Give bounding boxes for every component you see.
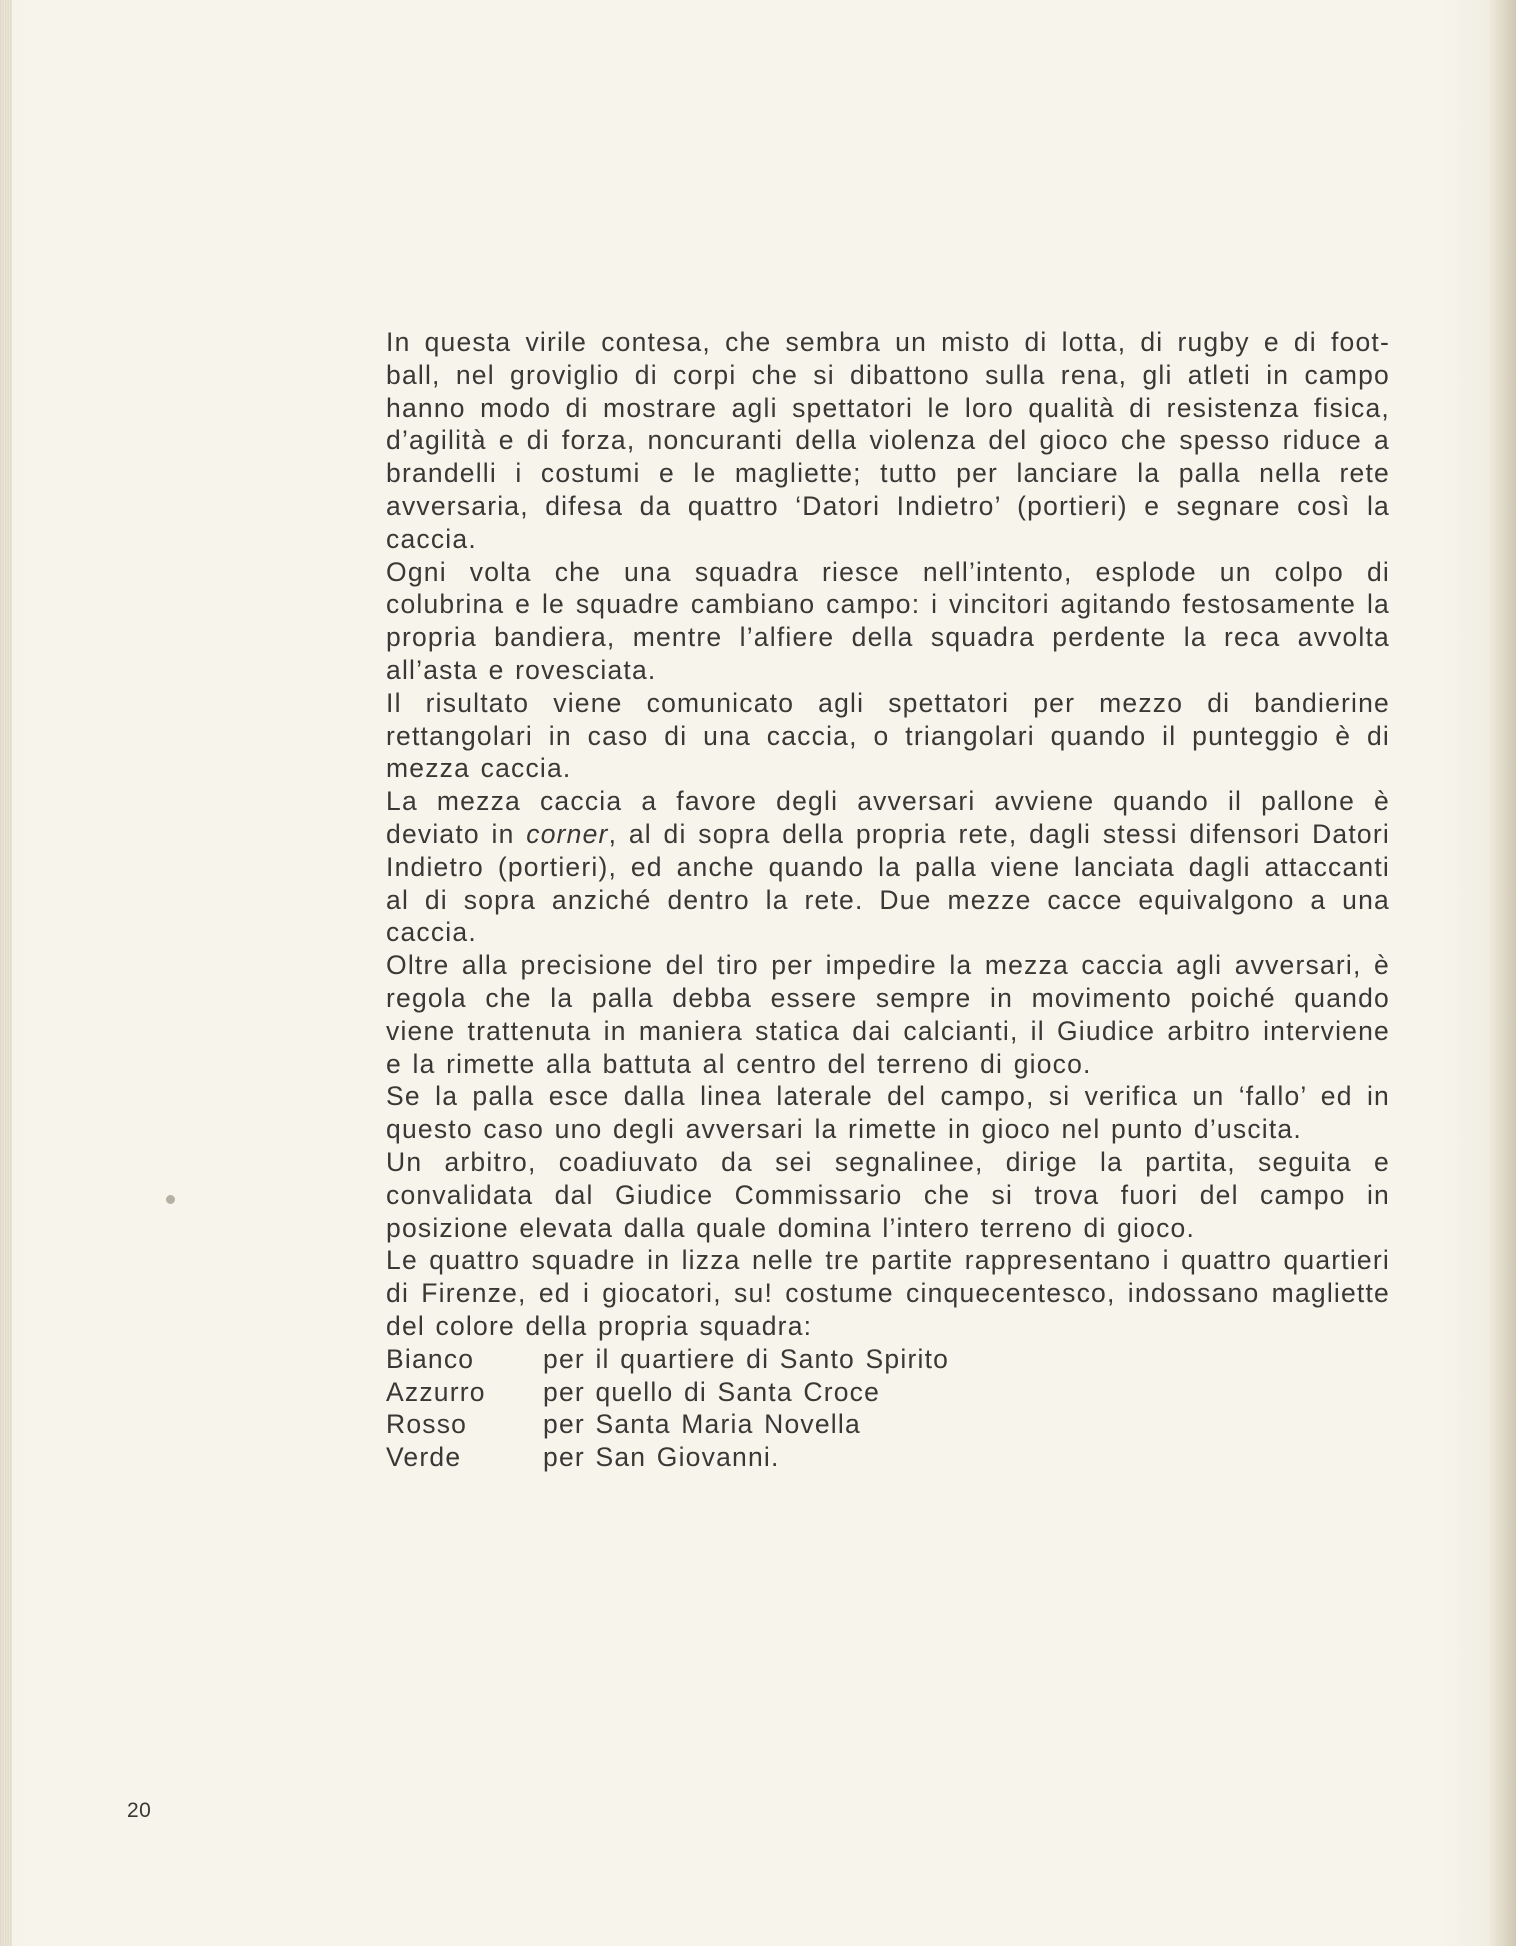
team-quarter: per Santa Maria Novella [543, 1409, 861, 1440]
paragraph-4-start: La mezza caccia a favore degli avversari avviene quando il pallone è deviato in [386, 786, 1390, 849]
paragraph-4 [386, 785, 1390, 949]
paragraph-7: Un arbitro, coadiuvato da sei segnalinee, dirige la partita, seguita e convalidata dal Giudice Commissario che si trova fuori del campo in posizione elevata dalla quale domina l’intero terreno di gioco. [386, 1146, 1390, 1243]
team-quarter: per San Giovanni. [543, 1442, 780, 1473]
page-number: 20 [127, 1799, 152, 1822]
team-quarter: per il quartiere di Santo Spirito [543, 1343, 950, 1374]
paragraph-8: Le quattro squadre in lizza nelle tre partite rappresentano i quattro quartieri di Firenze, ed i giocatori, su! costume cinquecentesco, indossano magliette del colore della propria squadra: [386, 1245, 1390, 1341]
list-item [386, 1376, 1390, 1409]
paragraph-5: Oltre alla precisione del tiro per impedire la mezza caccia agli avversari, è regola che la palla debba essere sempre in movimento poiché quando viene trattenuta in maniera statica dai calcianti, il Giudice arbitro interviene e la rimette alla battuta al centro del terreno di gioco. [386, 950, 1390, 1079]
team-color: Bianco [386, 1343, 475, 1374]
team-color: Rosso [386, 1409, 468, 1440]
paragraph-2: Ogni volta che una squadra riesce nell’intento, esplode un colpo di colubrina e le squadre cambiano campo: i vincitori agitando festosamente la propria bandiera, mentre l’alfiere della squadra perdente la reca avvolta all’asta e rovesciata. [386, 556, 1390, 685]
team-color: Verde [386, 1442, 462, 1473]
margin-mark [166, 1195, 175, 1204]
paragraph-3: Il risultato viene comunicato agli spettatori per mezzo di bandierine rettangolari in caso di una caccia, o triangolari quando il punteggio è di mezza caccia. [386, 687, 1390, 784]
paragraph-1: In questa virile contesa, che sembra un misto di lotta, di rugby e di foot-ball, nel groviglio di corpi che si dibattono sulla rena, gli atleti in campo hanno modo di mostrare agli spettatori le loro qualità di resistenza fisica, d’agilità e di forza, noncuranti della violenza del gioco che spesso riduce a brandelli i costumi e le magliette; tutto per lanciare la palla nella rete avversaria, difesa da quattro ‘Datori Indietro’ (portieri) e segnare così la caccia. [386, 327, 1390, 554]
binding-edge [0, 0, 12, 1946]
team-quarter: per quello di Santa Croce [543, 1376, 881, 1407]
team-list [386, 1343, 1390, 1474]
list-item [386, 1343, 1390, 1376]
list-item [386, 1441, 1390, 1474]
page-edge [1490, 0, 1516, 1946]
italic-term: corner [526, 818, 609, 849]
team-color: Azzurro [386, 1376, 486, 1407]
paragraph-4-end: , al di sopra della propria rete, dagli stessi difensori Datori Indietro (portieri), ed anche quando la palla viene lanciata dagli attaccanti al di sopra anziché dentro la rete. Due mezze cacce equivalgono a una caccia. [386, 818, 1390, 948]
list-item [386, 1408, 1390, 1441]
paragraph-6: Se la palla esce dalla linea laterale del campo, si verifica un ‘fallo’ ed in questo caso uno degli avversari la rimette in gioco nel punto d’uscita. [386, 1081, 1390, 1145]
body-text [386, 326, 1390, 1474]
